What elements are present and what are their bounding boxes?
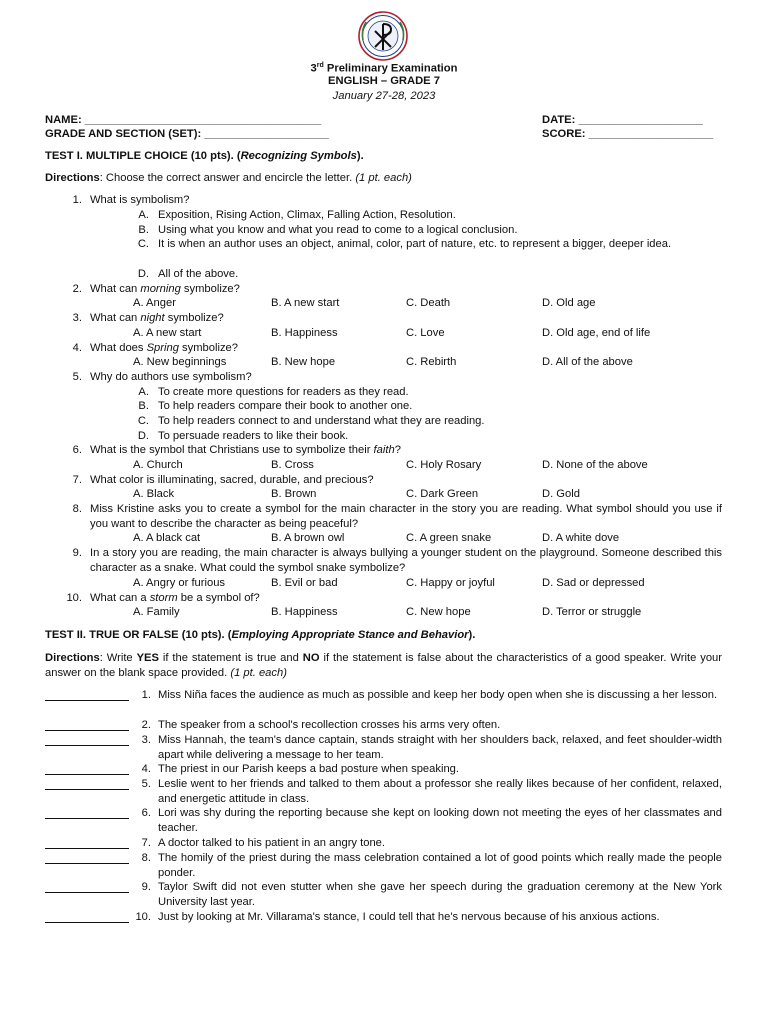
answer-blank[interactable] — [45, 688, 129, 703]
q7-option-c[interactable]: C. Dark Green — [406, 488, 479, 500]
q10-options — [133, 605, 693, 620]
q9-option-c[interactable]: C. Happy or joyful — [406, 577, 495, 589]
q9-option-a[interactable]: A. Angry or furious — [133, 577, 226, 589]
answer-blank[interactable] — [45, 806, 129, 821]
q2-option-d[interactable]: D. Old age — [542, 297, 596, 309]
q4-option-a[interactable]: A. New beginnings — [133, 356, 227, 368]
q8-option-d[interactable]: D. A white dove — [542, 532, 620, 544]
subject-line: ENGLISH – GRADE 7 — [328, 75, 440, 87]
exam-title: 3rd Preliminary Examination — [310, 62, 458, 75]
answer-blank[interactable] — [45, 718, 129, 733]
q10-option-c[interactable]: C. New hope — [406, 606, 471, 618]
q6-option-b[interactable]: B. Cross — [271, 459, 314, 471]
q8-option-c[interactable]: C. A green snake — [406, 532, 492, 544]
q8-option-a[interactable]: A. A black cat — [133, 532, 201, 544]
q7-options — [133, 487, 693, 502]
q10-option-a[interactable]: A. Family — [133, 606, 180, 618]
answer-blank[interactable] — [45, 910, 129, 925]
q8-option-b[interactable]: B. A brown owl — [271, 532, 345, 544]
q6-option-c[interactable]: C. Holy Rosary — [406, 459, 482, 471]
answer-blank[interactable] — [45, 836, 129, 851]
q6-options — [133, 458, 693, 473]
test1-heading: TEST I. MULTIPLE CHOICE (10 pts). (Recognizing Symbols). — [45, 150, 364, 162]
answer-blank[interactable] — [45, 851, 129, 866]
q2-options — [133, 296, 693, 311]
exam-dates: January 27-28, 2023 — [332, 90, 436, 102]
q3-option-d[interactable]: D. Old age, end of life — [542, 327, 651, 339]
answer-blank[interactable] — [45, 733, 129, 748]
grade-section-field[interactable]: GRADE AND SECTION (SET): ____________________ — [45, 128, 329, 140]
q2-option-a[interactable]: A. Anger — [133, 297, 176, 309]
answer-blank[interactable] — [45, 777, 129, 792]
q4-options — [133, 355, 693, 370]
exam-page: 3rd Preliminary Examination ENGLISH – GRADE 7 January 27-28, 2023 NAME: ______________________________________ DATE: ____________________ GRADE AND SECTION (SET): ____________________ SCORE: ____________________ TEST I. MULTIPLE CHOICE (10 pts). (Recognizing Symbols). Directions: Choose the correct answer and encircle the letter. (1 pt. each) 1. What is symbolism? A. Exposition, Rising Action, Climax, Falling Action, Resolution. B. Using what you know and what you read to come to a logical conclusion. C. It is when an author uses an object, animal, color, part of nature, etc. to represent a bigger, deeper idea. D. All of the above. 2. What can morning symbolize? A. Anger B. A new start C. Death D. Old age 3. What can night symbolize? A. A new start B. Happiness C. Love D. Old age, end of life 4. What does Spring symbolize? A. New beginnings B. New hope C. Rebirth D. All of the above 5. Why do authors use symbolism? A. To create more questions for readers as they read. B. To help readers compare their book to another one. C. To help readers connect to and understand what they are reading. D. To persuade readers to like their book. 6. What is the symbol that Christians use to symbolize their faith? A. Church B. Cross C. Holy Rosary D. None of the above 7. What color is illuminating, sacred, durable, and precious? A. Black B. Brown C. Dark Green D. Gold 8. Miss Kristine asks you to create a symbol for the main character in the story you are reading. What symbol should you use if you want to describe the character as being peaceful? A. A black cat B. A brown owl C. A green snake D. A white dove 9. In a story you are reading, the main character is always bullying a younger student on the playground. Someone described this character as a snake. What could the symbol snake symbolize? A. Angry or furious B. Evil or bad C. Happy or joyful D. Sad or depressed 10. What can a storm be a symbol of? A. Family B. Happiness C. New hope D. Terror or struggle TEST II. TRUE OR FALSE (10 pts). (Employing Appropriate Stance and Behavior). Directions: Write YES if the statement is true and NO if the statement is false about the characteristics of a good speaker. Write your answer on the blank space provided. (1 pt. each) 1. Miss Niña faces the audience as much as possible and keep her body open when she is discussing a her lesson. 2. The speaker from a school's recollection crosses his arms very often. 3. Miss Hannah, the team's dance captain, stands straight with her shoulders back, relaxed, and feet shoulder-width apart while delivering a message to her team. 4. The priest in our Parish keeps a bad posture when speaking. 5. Leslie went to her friends and talked to them about a professor she really likes because of her confident, relaxed, and energetic attitude in class. 6. Lori was shy during the reporting because she kept on looking down not meeting the eyes of her classmates and teacher. 7. A doctor talked to his patient in an angry tone. 8. The homily of the priest during the mass celebration contained a lot of good points which really made the people ponder. 9. Taylor Swift did not even stutter when she gave her speech during the graduation ceremony at the New York University last year. 10. Just by looking at Mr. Villarama's stance, I could tell that he's nervous because of his anxious actions. — [0, 0, 768, 1024]
q4-option-c[interactable]: C. Rebirth — [406, 356, 457, 368]
q3-option-c[interactable]: C. Love — [406, 327, 445, 339]
answer-blank[interactable] — [45, 880, 129, 895]
q6-option-a[interactable]: A. Church — [133, 459, 183, 471]
q7-option-a[interactable]: A. Black — [133, 488, 175, 500]
q4-option-b[interactable]: B. New hope — [271, 356, 336, 368]
q7-option-d[interactable]: D. Gold — [542, 488, 580, 500]
test2-directions: Directions: Write YES if the statement is true and NO if the statement is false about the characteristics of a good speaker. Write your answer on the blank space provided. (1 pt. each) — [45, 652, 722, 679]
test2-heading: TEST II. TRUE OR FALSE (10 pts). (Employing Appropriate Stance and Behavior). — [45, 629, 476, 641]
q7-option-b[interactable]: B. Brown — [271, 488, 317, 500]
name-field[interactable]: NAME: ______________________________________ — [45, 114, 322, 126]
q9-option-d[interactable]: D. Sad or depressed — [542, 577, 645, 589]
q2-option-b[interactable]: B. A new start — [271, 297, 340, 309]
q9-options — [133, 576, 693, 591]
date-field[interactable]: DATE: ____________________ — [542, 114, 703, 126]
q10-option-b[interactable]: B. Happiness — [271, 606, 338, 618]
q4-option-d[interactable]: D. All of the above — [542, 356, 633, 368]
score-field[interactable]: SCORE: ____________________ — [542, 128, 714, 140]
q3-option-a[interactable]: A. A new start — [133, 327, 202, 339]
answer-blank[interactable] — [45, 762, 129, 777]
q3-option-b[interactable]: B. Happiness — [271, 327, 338, 339]
q8-options — [133, 531, 693, 546]
q3-options — [133, 326, 693, 341]
q2-option-c[interactable]: C. Death — [406, 297, 451, 309]
q10-option-d[interactable]: D. Terror or struggle — [542, 606, 642, 618]
school-seal-logo — [352, 10, 414, 62]
test1-directions: Directions: Choose the correct answer and encircle the letter. (1 pt. each) — [45, 172, 412, 184]
q6-option-d[interactable]: D. None of the above — [542, 459, 648, 471]
q9-option-b[interactable]: B. Evil or bad — [271, 577, 338, 589]
